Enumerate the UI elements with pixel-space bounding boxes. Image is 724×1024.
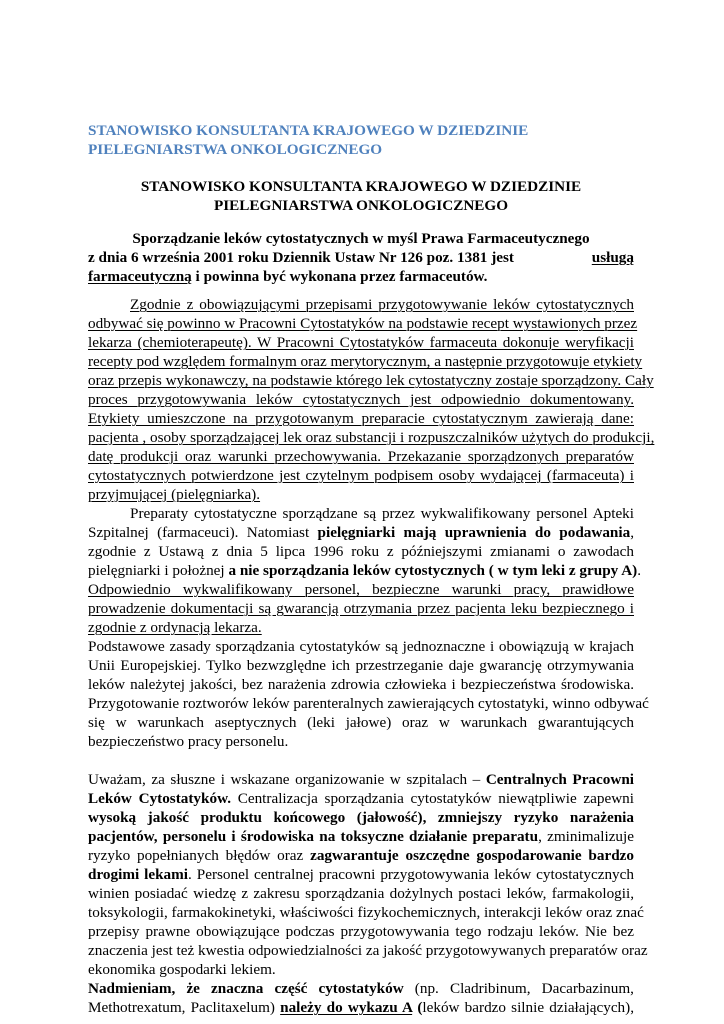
p4-line-11: ekonomika gospodarki lekiem.: [88, 961, 276, 978]
p1-line-9: datę produkcji oraz warunki przechowywania. Przekazanie sporządzonych preparatów: [88, 448, 634, 465]
p2-line-3: zgodnie z Ustawą z dnia 5 lipca 1996 roku z późniejszymi zmianami o zawodach: [88, 543, 634, 560]
heading-blue-line-2: PIELEGNIARSTWA ONKOLOGICZNEGO: [88, 141, 383, 158]
p4-line-4-text: , zminimalizuje: [538, 828, 634, 845]
lead-line-2-text: z dnia 6 września 2001 roku Dziennik Ustaw Nr 126 poz. 1381 jest: [88, 249, 514, 266]
title-line-1: STANOWISKO KONSULTANTA KRAJOWEGO W DZIEDZINIE: [140, 178, 582, 195]
p4-line-10: znaczenia jest też kwestia odpowiedzialności za jakość przygotowywanych preparatów oraz: [88, 942, 648, 959]
p4-line-8: toksykologii, farmakokinetyki, właściwości fizykochemicznych, interakcji leków oraz znać: [88, 904, 644, 921]
p3-line-2: Unii Europejskiej. Tylko bezwzględne ich przestrzeganie daje gwarancję otrzymywania: [88, 657, 634, 674]
p1-line-1: Zgodnie z obowiązującymi przepisami przygotowywanie leków cytostatycznych: [130, 296, 634, 313]
p3-line-5: się w warunkach aseptycznych (leki jałowe) oraz w warunkach gwarantujących: [88, 714, 634, 731]
p4-bold-jakosc: jakość produktu końcowego (jałowość), zmniejszy ryzyko narażenia: [136, 809, 634, 826]
p5-line-1-text: (np. Cladribinum, Dacarbazinum,: [403, 980, 634, 997]
p2-line-4: [88, 561, 642, 580]
p1-line-3: lekarza (chemioterapeutę). W Pracowni Cytostatyków farmaceuta dokonuje weryfikacji: [88, 334, 634, 351]
p5-line-2-tail: leków bardzo silnie działających),: [422, 999, 635, 1016]
p4-line-5: [88, 846, 634, 865]
p4-line-1: [88, 770, 634, 789]
p4-line-2-text: Centralizacja sporządzania cytostatyków niewątpliwie zapewni: [231, 790, 634, 807]
p4-line-2: [88, 789, 634, 808]
p5-bold-nadmieniam: Nadmieniam, że znaczna część cytostatyków: [88, 980, 404, 997]
p1-line-5: oraz przepis wykonawczy, na podstawie którego lek cytostatyczny zostaje sporządzony. Cały: [88, 372, 654, 389]
p1-line-11: przyjmującej (pielęgniarka).: [88, 486, 261, 503]
p1-line-7: Etykiety umieszczone na przygotowanym preparacie cytostatycznym zawierają dane:: [88, 410, 634, 427]
document-heading-blue: [88, 121, 648, 159]
p4-line-7: winien posiadać wiedzę z zakresu sporządzania dożylnych postaci leków, farmakologii,: [88, 885, 634, 902]
p3-line-4: Przygotowanie roztworów leków parenteralnych zawierających cytostatyki, winno odbywać: [88, 695, 649, 712]
p3-line-1: Podstawowe zasady sporządzania cytostatyków są jednoznaczne i obowiązują w krajach: [88, 638, 634, 655]
p5-bold-wykaz-a: należy do wykazu A: [280, 999, 413, 1016]
p4-bold-centralnych: Centralnych Pracowni: [485, 771, 634, 788]
p1-line-10: cytostatycznych potwierdzone jest czytelnym podpisem osoby wydającej (farmaceuta) i: [88, 467, 634, 484]
p2-line-2: [88, 523, 634, 542]
p1-line-8: pacjenta , osoby sporządzającej lek oraz substancji i rozpuszczalników użytych do produkcji,: [88, 429, 655, 446]
p4-bold-lekow: Leków Cytostatyków.: [88, 790, 231, 807]
p4-line-1-text: Uważam, za słuszne i wskazane organizowanie w szpitalach –: [88, 771, 486, 788]
p3-line-3: leków należytej jakości, bez narażenia zdrowia człowieka i bezpieczeństwa środowiska.: [88, 676, 634, 693]
heading-blue-line-1: STANOWISKO KONSULTANTA KRAJOWEGO W DZIEDZINIE: [88, 122, 529, 139]
p2-line-2-comma: ,: [630, 524, 634, 541]
lead-line-1: Sporządzanie leków cytostatycznych w myśl Prawa Farmaceutycznego: [132, 230, 590, 247]
lead-line-3-text: i powinna być wykonana przez farmaceutów.: [191, 268, 488, 285]
p4-bold-zagwarantuje: zagwarantuje oszczędne gospodarowanie bardzo: [310, 847, 634, 864]
p2-line-4-text: pielęgniarki i położnej: [88, 562, 229, 579]
lead-farmaceutyczna: farmaceutyczną: [88, 268, 192, 285]
p5-line-2: [88, 998, 634, 1017]
p5-line-1: [88, 979, 634, 998]
p4-bold-pacjentow: pacjentów, personelu i środowiska na toksyczne działanie preparatu: [88, 828, 539, 845]
p2-bold-uprawnienia: pielęgniarki mają uprawnienia do podawania: [317, 524, 631, 541]
p2-bold-nie-sporzadzania: a nie sporządzania leków cytostycznych ( w tym leki z grupy A): [228, 562, 638, 579]
lead-usluga: usługą: [591, 249, 634, 266]
title-line-2: PIELEGNIARSTWA ONKOLOGICZNEGO: [213, 197, 509, 214]
lead-line-2: [88, 248, 634, 267]
p3-line-6: bezpieczeństwo pracy personelu.: [88, 733, 289, 750]
p2-line-6: prowadzenie dokumentacji są gwarancją otrzymania przez pacjenta leku bezpiecznego i: [88, 600, 634, 617]
p4-line-5-text: ryzyko popełnianych błędów oraz: [88, 847, 311, 864]
lead-line-3: [88, 267, 634, 286]
p2-line-2-text: Szpitalnej (farmaceuci). Natomiast: [88, 524, 318, 541]
p5-line-2-text: Methotrexatum, Paclitaxelum): [88, 999, 281, 1016]
p1-line-4: recepty pod względem formalnym oraz merytorycznym, a następnie przygotowuje etykiety: [88, 353, 643, 370]
p4-line-6-text: . Personel centralnej pracowni przygotowywania leków cytostatycznych: [188, 866, 634, 883]
p1-line-2: odbywać się powinno w Pracowni Cytostatyków na podstawie recept wystawionych przez: [88, 315, 638, 332]
p4-line-6: [88, 865, 634, 884]
p4-bold-drogimi: drogimi lekami: [88, 866, 189, 883]
p4-bold-wysoka: wysoką: [88, 809, 137, 826]
p4-line-9: przepisy prawne obowiązujące podczas przygotowywania tego rodzaju leków. Nie bez: [88, 923, 634, 940]
p2-line-4-period: .: [637, 562, 642, 579]
p4-line-4: [88, 827, 634, 846]
p1-line-6: proces przygotowywania leków cytostatycznych jest odpowiednio dokumentowany.: [88, 391, 634, 408]
document-title: [88, 177, 634, 215]
p2-line-5: Odpowiednio wykwalifikowany personel, bezpieczne warunki pracy, prawidłowe: [88, 581, 634, 598]
p2-line-1: Preparaty cytostatyczne sporządzane są przez wykwalifikowany personel Apteki: [130, 505, 634, 522]
p5-paren: (: [412, 999, 423, 1016]
p2-line-7: zgodnie z ordynacją lekarza.: [88, 619, 262, 636]
p4-line-3: [88, 808, 634, 827]
